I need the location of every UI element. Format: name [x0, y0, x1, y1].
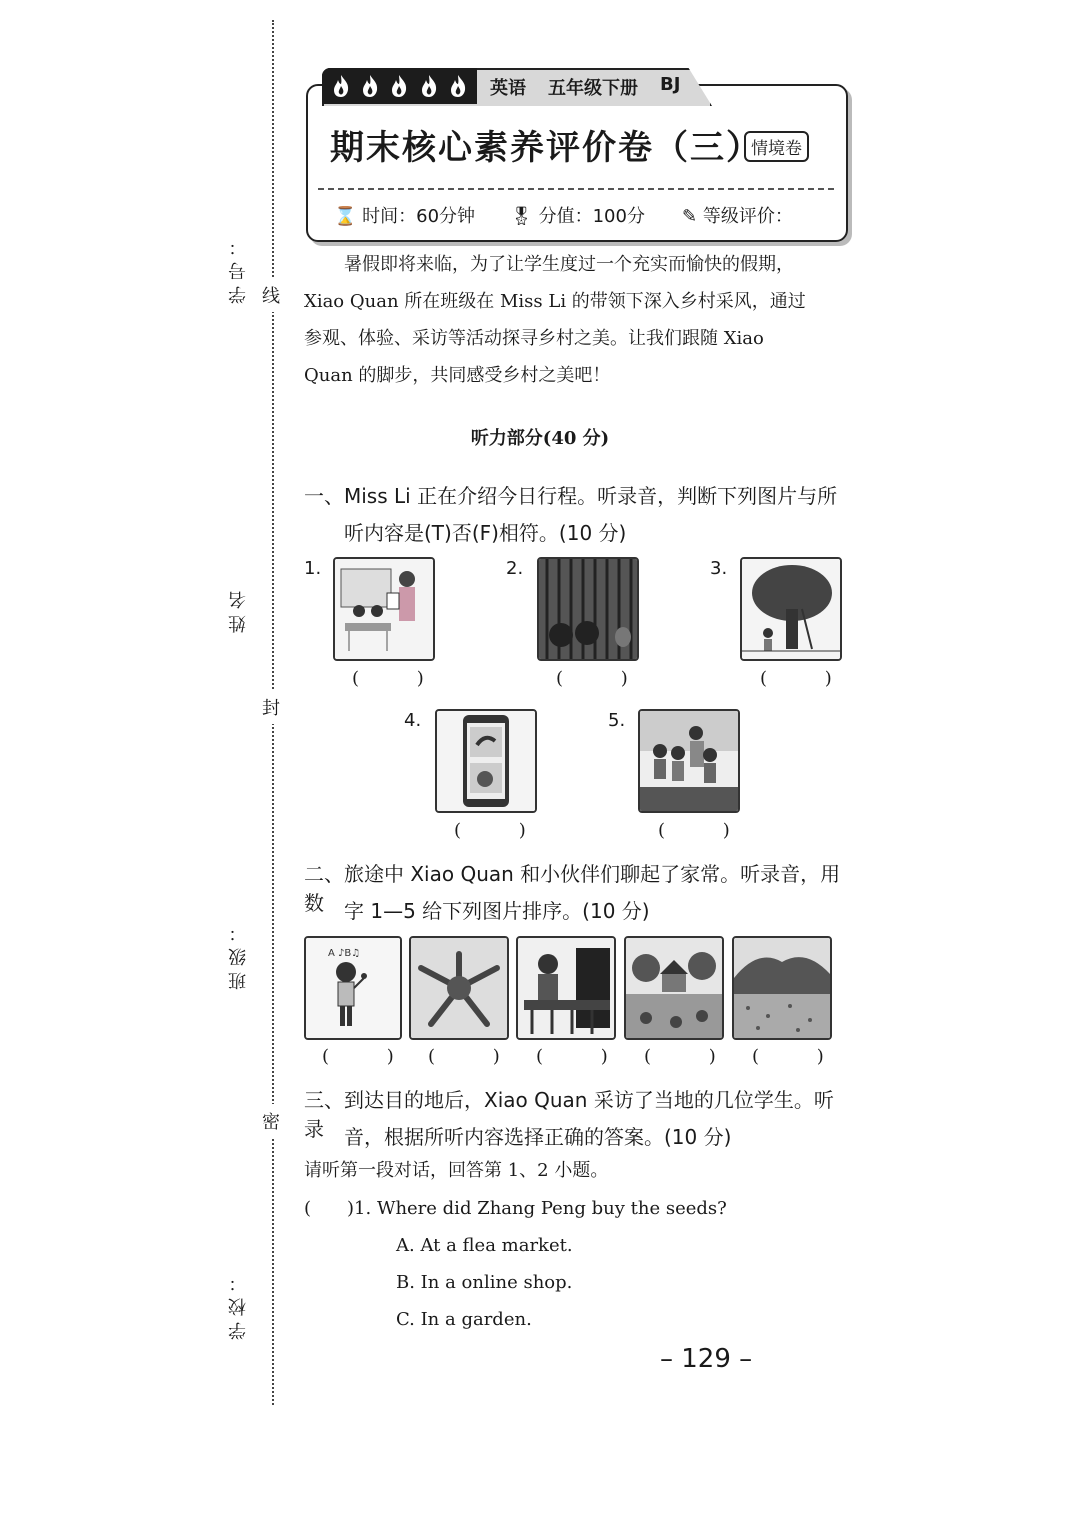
flame-icon	[330, 74, 352, 98]
student-id-label: 学号：	[228, 232, 249, 304]
flame-icon	[388, 74, 410, 98]
q3-question-1: ( )1. Where did Zhang Peng buy the seeds?	[304, 1198, 727, 1219]
answer-blank[interactable]: ( )	[454, 820, 552, 841]
classroom-picture	[333, 557, 435, 661]
section-title: 听力部分(40 分)	[470, 428, 610, 449]
answer-blank[interactable]: ( )	[752, 1046, 850, 1067]
time-info	[334, 202, 475, 228]
svg-text:A ♪B♫: A ♪B♫	[328, 948, 361, 959]
q1-instruction-cont: 听内容是(T)否(F)相符。(10 分)	[344, 521, 627, 545]
q2-instruction-cont: 字 1—5 给下列图片排序。(10 分)	[344, 899, 650, 923]
class-label: 班级：	[228, 918, 249, 990]
binding-char-line: 线	[262, 278, 280, 312]
time-text: 时间：60分钟	[362, 206, 476, 227]
page-number: – 129 –	[660, 1344, 753, 1374]
edition-label: BJ	[660, 74, 681, 95]
school-label: 学校：	[228, 1268, 249, 1340]
factory-worker-picture	[516, 936, 616, 1040]
flame-icon	[418, 74, 440, 98]
score-info	[510, 202, 645, 228]
field-picture	[732, 936, 832, 1040]
intro-line: Quan 的脚步，共同感受乡村之美吧！	[304, 365, 611, 386]
binding-char-secret: 密	[262, 1104, 280, 1138]
answer-blank[interactable]: ( )	[322, 1046, 420, 1067]
header-divider	[318, 188, 834, 190]
option-b[interactable]: B. In a online shop.	[396, 1272, 573, 1293]
hourglass-icon: ⌛	[334, 206, 357, 227]
medal-icon: 🎖	[510, 206, 533, 227]
answer-blank[interactable]: ( )	[352, 668, 450, 689]
q1-num: 3.	[710, 558, 728, 579]
grade-eval-info	[682, 202, 793, 228]
score-text: 分值：100分	[538, 206, 645, 227]
answer-blank[interactable]: ( )	[658, 820, 756, 841]
binding-char-seal: 封	[262, 690, 280, 724]
name-label: 姓名	[228, 585, 249, 633]
q1-instruction: 一、Miss Li 正在介绍今日行程。听录音，判断下列图片与所	[304, 484, 838, 508]
grade-eval-text: 等级评价：	[702, 206, 793, 227]
intro-line: 暑假即将来临，为了让学生度过一个充实而愉快的假期，	[344, 254, 794, 275]
pencil-icon: ✎	[682, 206, 698, 227]
q3-instruction: 三、到达目的地后，Xiao Quan 采访了当地的几位学生。听录	[304, 1088, 834, 1141]
q3-dialogue-note: 请听第一段对话，回答第 1、2 小题。	[304, 1160, 609, 1181]
intro-line: Xiao Quan 所在班级在 Miss Li 的带领下深入乡村采风，通过	[304, 291, 806, 312]
tree-picture	[740, 557, 842, 661]
zoo-picture	[537, 557, 639, 661]
grade-label: 五年级下册	[548, 78, 638, 99]
airport-picture	[409, 936, 509, 1040]
q1-num: 2.	[506, 558, 524, 579]
answer-blank[interactable]: ( )	[556, 668, 654, 689]
q1-num: 4.	[404, 710, 422, 731]
option-c[interactable]: C. In a garden.	[396, 1309, 532, 1330]
answer-blank[interactable]: ( )	[644, 1046, 742, 1067]
difficulty-flames	[322, 68, 477, 104]
q1-num: 1.	[304, 558, 322, 579]
farm-visit-picture	[638, 709, 740, 813]
scenario-tag: 情境卷	[744, 131, 809, 162]
q3-instruction-cont: 音，根据所听内容选择正确的答案。(10 分)	[344, 1125, 732, 1149]
village-picture	[624, 936, 724, 1040]
subject-label: 英语	[490, 78, 526, 99]
q1-num: 5.	[608, 710, 626, 731]
phone-picture	[435, 709, 537, 813]
flame-icon	[359, 74, 381, 98]
answer-blank[interactable]: ( )	[760, 668, 858, 689]
singing-boy-picture	[304, 936, 402, 1040]
option-a[interactable]: A. At a flea market.	[396, 1235, 573, 1256]
intro-line: 参观、体验、采访等活动探寻乡村之美。让我们跟随 Xiao	[304, 328, 764, 349]
answer-blank[interactable]: ( )	[428, 1046, 526, 1067]
exam-title: 期末核心素养评价卷（三）	[330, 128, 762, 168]
q2-instruction: 二、旅途中 Xiao Quan 和小伙伴们聊起了家常。听录音，用数	[304, 862, 841, 915]
flame-icon	[447, 74, 469, 98]
answer-blank[interactable]: ( )	[536, 1046, 634, 1067]
